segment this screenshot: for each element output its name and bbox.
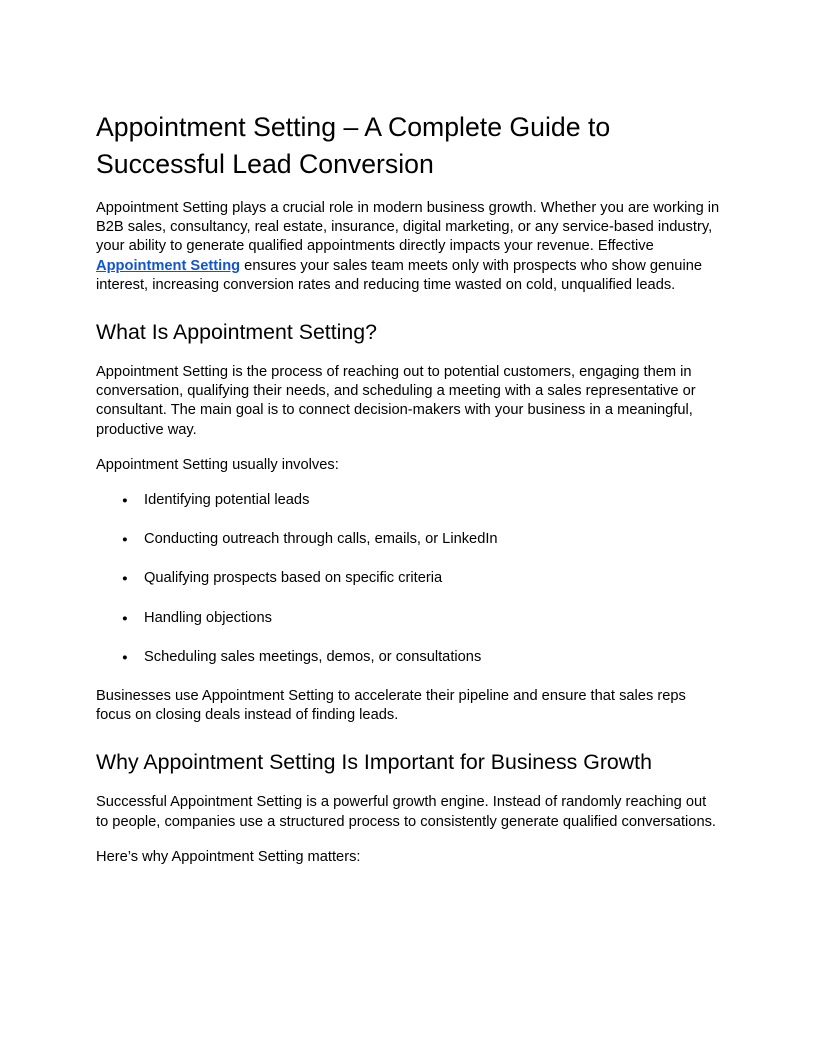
list-item: ● Handling objections bbox=[144, 609, 720, 628]
heading-what-is-appointment-setting: What Is Appointment Setting? bbox=[96, 320, 377, 345]
intro-text-before-link: Appointment Setting plays a crucial role in modern business growth. Whether you are working in B2B sales, consultancy, real estate, insurance, digital marketing, or any service-based industry, your ability to generate qualified appointments directly impacts your revenue. Effective bbox=[96, 200, 720, 255]
intro-paragraph bbox=[96, 199, 720, 295]
involves-bullet-list bbox=[96, 491, 720, 667]
heading-why-appointment-setting-important: Why Appointment Setting Is Important for Business Growth bbox=[96, 750, 652, 775]
list-item: ● Scheduling sales meetings, demos, or consultations bbox=[144, 648, 720, 667]
why-paragraph: Successful Appointment Setting is a powerful growth engine. Instead of randomly reaching out to people, companies use a structured process to consistently generate qualified conversations. bbox=[96, 794, 716, 830]
list-item: ● Identifying potential leads bbox=[144, 491, 720, 510]
list-item: ● Qualifying prospects based on specific criteria bbox=[144, 569, 720, 588]
why-list-intro-paragraph: Here’s why Appointment Setting matters: bbox=[96, 848, 361, 865]
list-intro-paragraph: Appointment Setting usually involves: bbox=[96, 456, 339, 473]
intro-text-after-link: ensures your sales team meets only with prospects who show genuine interest, increasing conversion rates and reducing time wasted on cold, unqualified leads. bbox=[96, 257, 703, 293]
appointment-setting-link[interactable]: Appointment Setting bbox=[96, 257, 241, 274]
list-item: ● Conducting outreach through calls, emails, or LinkedIn bbox=[144, 530, 720, 549]
article-title: Appointment Setting – A Complete Guide to Successful Lead Conversion bbox=[96, 112, 611, 179]
section-closing-paragraph: Businesses use Appointment Setting to accelerate their pipeline and ensure that sales reps focus on closing deals instead of finding leads. bbox=[96, 688, 686, 724]
what-is-paragraph: Appointment Setting is the process of reaching out to potential customers, engaging them in conversation, qualifying their needs, and scheduling a meeting with a sales representative or consultant. The main goal is to connect decision-makers with your business in a meaningful, productive way. bbox=[96, 364, 696, 438]
